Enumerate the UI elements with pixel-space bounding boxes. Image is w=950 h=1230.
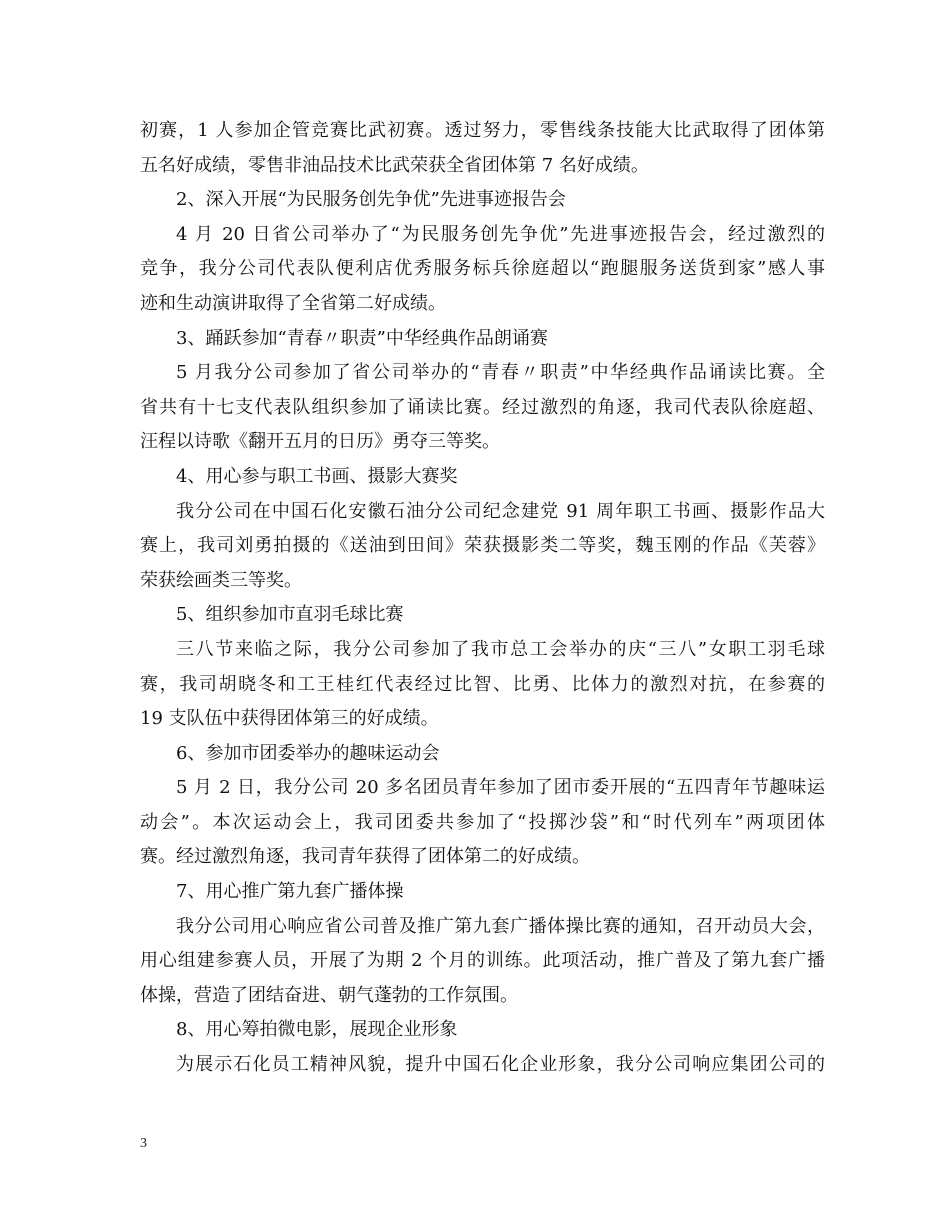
section-heading: 8、用心筹拍微电影，展现企业形象 xyxy=(176,1019,458,1041)
body-line: 体操，营造了团结奋进、朝气蓬勃的工作氛围。 xyxy=(140,984,518,1006)
body-line: 5 月我分公司参加了省公司举办的“青春〃职责”中华经典作品诵读比赛。全 xyxy=(176,362,825,384)
section-heading: 7、用心推广第九套广播体操 xyxy=(176,881,404,903)
body-line: 赛上，我司刘勇拍摄的《送油到田间》荣获摄影类二等奖，魏玉刚的作品《芙蓉》 xyxy=(140,535,825,557)
body-line: 用心组建参赛人员，开展了为期 2 个月的训练。此项活动，推广普及了第九套广播 xyxy=(140,950,825,972)
body-line: 五名好成绩，零售非油品技术比武荣获全省团体第 7 名好成绩。 xyxy=(140,154,649,176)
body-line: 省共有十七支代表队组织参加了诵读比赛。经过激烈的角逐，我司代表队徐庭超、 xyxy=(140,396,825,418)
body-line: 赛。经过激烈角逐，我司青年获得了团体第二的好成绩。 xyxy=(140,846,590,868)
body-line: 为展示石化员工精神风貌，提升中国石化企业形象，我分公司响应集团公司的 xyxy=(176,1054,825,1076)
body-line: 19 支队伍中获得团体第三的好成绩。 xyxy=(140,708,439,730)
body-line: 三八节来临之际，我分公司参加了我市总工会举办的庆“三八”女职工羽毛球 xyxy=(176,638,825,660)
body-line: 我分公司在中国石化安徽石油分公司纪念建党 91 周年职工书画、摄影作品大 xyxy=(176,500,825,522)
body-line: 竞争，我分公司代表队便利店优秀服务标兵徐庭超以“跑腿服务送货到家”感人事 xyxy=(140,258,825,280)
page-number: 3 xyxy=(140,1136,147,1151)
body-line: 荣获绘画类三等奖。 xyxy=(140,569,302,591)
body-line: 动会”。本次运动会上，我司团委共参加了“投掷沙袋”和“时代列车”两项团体 xyxy=(140,811,825,833)
body-line: 初赛，1 人参加企管竞赛比武初赛。透过努力，零售线条技能大比武取得了团体第 xyxy=(140,120,825,141)
document-body xyxy=(140,114,825,1083)
body-line: 汪程以诗歌《翻开五月的日历》勇夺三等奖。 xyxy=(140,431,500,453)
section-heading: 6、参加市团委举办的趣味运动会 xyxy=(176,742,440,764)
body-line: 我分公司用心响应省公司普及推广第九套广播体操比赛的通知，召开动员大会， xyxy=(176,915,825,937)
body-line: 4 月 20 日省公司举办了“为民服务创先争优”先进事迹报告会，经过激烈的 xyxy=(176,223,825,245)
body-line: 5 月 2 日，我分公司 20 多名团员青年参加了团市委开展的“五四青年节趣味运 xyxy=(176,777,825,799)
body-line: 赛，我司胡晓冬和工王桂红代表经过比智、比勇、比体力的激烈对抗，在参赛的 xyxy=(140,673,825,695)
section-heading: 5、组织参加市直羽毛球比赛 xyxy=(176,604,404,626)
section-heading: 2、深入开展“为民服务创先争优”先进事迹报告会 xyxy=(176,189,566,211)
body-line: 迹和生动演讲取得了全省第二好成绩。 xyxy=(140,292,446,314)
section-heading: 3、踊跃参加“青春〃职责”中华经典作品朗诵赛 xyxy=(176,327,548,349)
section-heading: 4、用心参与职工书画、摄影大赛奖 xyxy=(176,465,458,487)
